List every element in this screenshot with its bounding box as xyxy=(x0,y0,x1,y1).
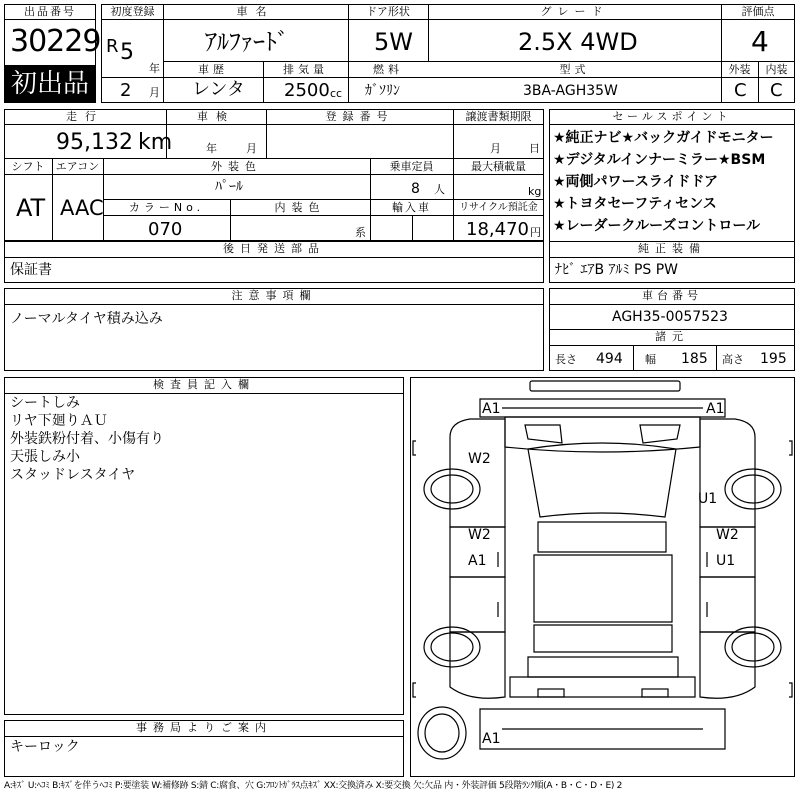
displacement-label: 排気量 xyxy=(283,63,328,76)
recycle-label: リサイクル預託金 xyxy=(459,202,538,213)
mileage-label: 走行 xyxy=(66,110,104,123)
width: 185 xyxy=(681,351,708,367)
reg-year-unit: 年 xyxy=(149,62,160,75)
damage-mark-front-door-right: W2 xyxy=(716,527,739,543)
mileage: 95,132 xyxy=(56,130,133,155)
recycle-fee: 18,470 xyxy=(466,219,529,240)
exterior-grade: C xyxy=(734,80,747,101)
displacement-unit: cc xyxy=(330,87,343,100)
legend-footer: A:ｷｽﾞ U:ﾍｺﾐ B:ｷｽﾞを伴うﾍｺﾐ P:要塗装 W:補修跡 S:錆 C:腐食、穴 G:ﾌﾛﾝﾄｶﾞﾗｽ点ｷｽﾞ XX:交換済み X:要交換 欠:欠品 内・外装評価 5段階ﾗﾝｸ順(A・B・C・D・E) 2 xyxy=(4,781,623,791)
chassis-label: 車台番号 xyxy=(642,289,702,302)
damage-mark-front-door-right-lower: U1 xyxy=(716,553,736,569)
equip-label: 純正装備 xyxy=(638,242,706,255)
color-no: 070 xyxy=(148,219,183,240)
car-name: ｱﾙﾌｧｰﾄﾞ xyxy=(205,28,289,56)
reg-month-unit: 月 xyxy=(149,86,160,99)
inspector-line-4: 天張しみ小 xyxy=(10,449,80,465)
load-unit: kg xyxy=(528,185,542,198)
inspector-line-5: スタッドレスタイヤ xyxy=(10,467,136,483)
fuel: ｶﾞｿﾘﾝ xyxy=(365,83,400,99)
transfer-label: 譲渡書類期限 xyxy=(465,110,532,123)
transfer-day-unit: 日 xyxy=(529,142,540,155)
height-label: 高さ xyxy=(722,353,744,366)
car-damage-diagram xyxy=(410,377,795,777)
details-box xyxy=(4,109,544,241)
height: 195 xyxy=(760,351,787,367)
first-listing-badge: 初出品 xyxy=(4,65,96,103)
notes: ノーマルタイヤ積み込み xyxy=(10,311,163,327)
width-label: 幅 xyxy=(645,353,656,366)
capacity-unit: 人 xyxy=(434,183,445,196)
ac-label: エアコン xyxy=(55,160,100,173)
reg-no-label: 登録番号 xyxy=(325,110,394,123)
office-label: 事務局よりご案内 xyxy=(136,721,272,734)
sales-point-5: ★レーダークルーズコントロール xyxy=(553,218,761,234)
inspection-month-unit: 月 xyxy=(246,142,257,155)
shift: AT xyxy=(16,194,46,222)
office-text: キーロック xyxy=(10,739,80,755)
later-parts: 保証書 xyxy=(10,262,52,278)
door-type: 5W xyxy=(374,28,413,56)
first-reg-label: 初度登録 xyxy=(110,5,155,18)
grade: 2.5X 4WD xyxy=(518,28,638,56)
door-label: ドア形状 xyxy=(366,5,410,18)
sales-points-label: セールスポイント xyxy=(612,110,732,123)
damage-mark-front-bumper-left: A1 xyxy=(482,401,501,417)
ac-type: AAC xyxy=(60,196,104,220)
sales-point-2: ★デジタルインナーミラー★BSM xyxy=(553,152,766,168)
car-name-label: 車名 xyxy=(236,5,275,18)
damage-mark-front-door-left-lower: A1 xyxy=(468,553,487,569)
exterior-label: 外装 xyxy=(728,63,751,76)
length-label: 長さ xyxy=(555,353,577,366)
length: 494 xyxy=(596,351,623,367)
damage-mark-front-bumper-right: A1 xyxy=(706,401,725,417)
reg-year: 5 xyxy=(120,40,134,65)
int-color-unit: 系 xyxy=(355,226,366,239)
load-label: 最大積載量 xyxy=(471,160,526,173)
score-label: 評価点 xyxy=(741,5,775,18)
fuel-label: 燃料 xyxy=(373,63,403,76)
recycle-unit: 円 xyxy=(530,226,541,239)
model-label: 型式 xyxy=(559,63,590,76)
inspector-line-1: シートしみ xyxy=(10,395,80,411)
history: レンタ xyxy=(192,79,245,100)
reg-month: 2 xyxy=(120,80,132,101)
interior-grade: C xyxy=(770,80,783,101)
inspection-label: 車検 xyxy=(197,110,235,123)
capacity-label: 乗車定員 xyxy=(389,160,434,173)
inspection-year-unit: 年 xyxy=(206,142,217,155)
damage-mark-front-fender-left: W2 xyxy=(468,451,491,467)
shift-label: シフト xyxy=(11,160,45,173)
mileage-unit: km xyxy=(138,130,173,155)
grade-label: グレード xyxy=(540,5,609,18)
damage-mark-front-fender-right: U1 xyxy=(698,491,718,507)
displacement: 2500 xyxy=(284,80,330,101)
ext-color: ﾊﾟｰﾙ xyxy=(215,179,243,195)
equipment: ﾅﾋﾞ ｴｱB ｱﾙﾐ PS PW xyxy=(555,262,679,278)
capacity: 8 xyxy=(411,181,420,197)
score: 4 xyxy=(751,25,769,58)
model-code: 3BA-AGH35W xyxy=(523,83,618,99)
ext-color-label: 外装色 xyxy=(211,160,262,173)
lot-no-label: 出品番号 xyxy=(24,5,76,18)
import-label: 輸入車 xyxy=(392,201,431,214)
sales-point-4: ★トヨタセーフティセンス xyxy=(553,196,717,212)
inspector-label: 検査員記入欄 xyxy=(153,378,255,391)
sales-point-1: ★純正ナビ★バックガイドモニター xyxy=(553,130,774,146)
lot-number: 30229 xyxy=(10,24,101,59)
color-no-label: カラーNo. xyxy=(128,201,205,214)
int-color-label: 内装色 xyxy=(274,201,326,214)
notes-label: 注意事項欄 xyxy=(231,289,317,302)
inspector-line-3: 外装鉄粉付着、小傷有り xyxy=(10,431,164,447)
damage-mark-rear-bumper-left: A1 xyxy=(482,731,501,747)
spec-label: 諸元 xyxy=(655,330,689,343)
later-parts-label: 後日発送部品 xyxy=(223,242,325,255)
history-label: 車歴 xyxy=(198,63,228,76)
chassis-number: AGH35-0057523 xyxy=(612,309,728,325)
damage-mark-front-door-left: W2 xyxy=(468,527,491,543)
sales-point-3: ★両側パワースライドドア xyxy=(553,174,719,190)
interior-label: 内装 xyxy=(765,63,788,76)
inspector-line-2: リヤ下廻りＡＵ xyxy=(10,413,108,429)
era: R xyxy=(106,36,119,57)
transfer-month-unit: 月 xyxy=(490,142,501,155)
